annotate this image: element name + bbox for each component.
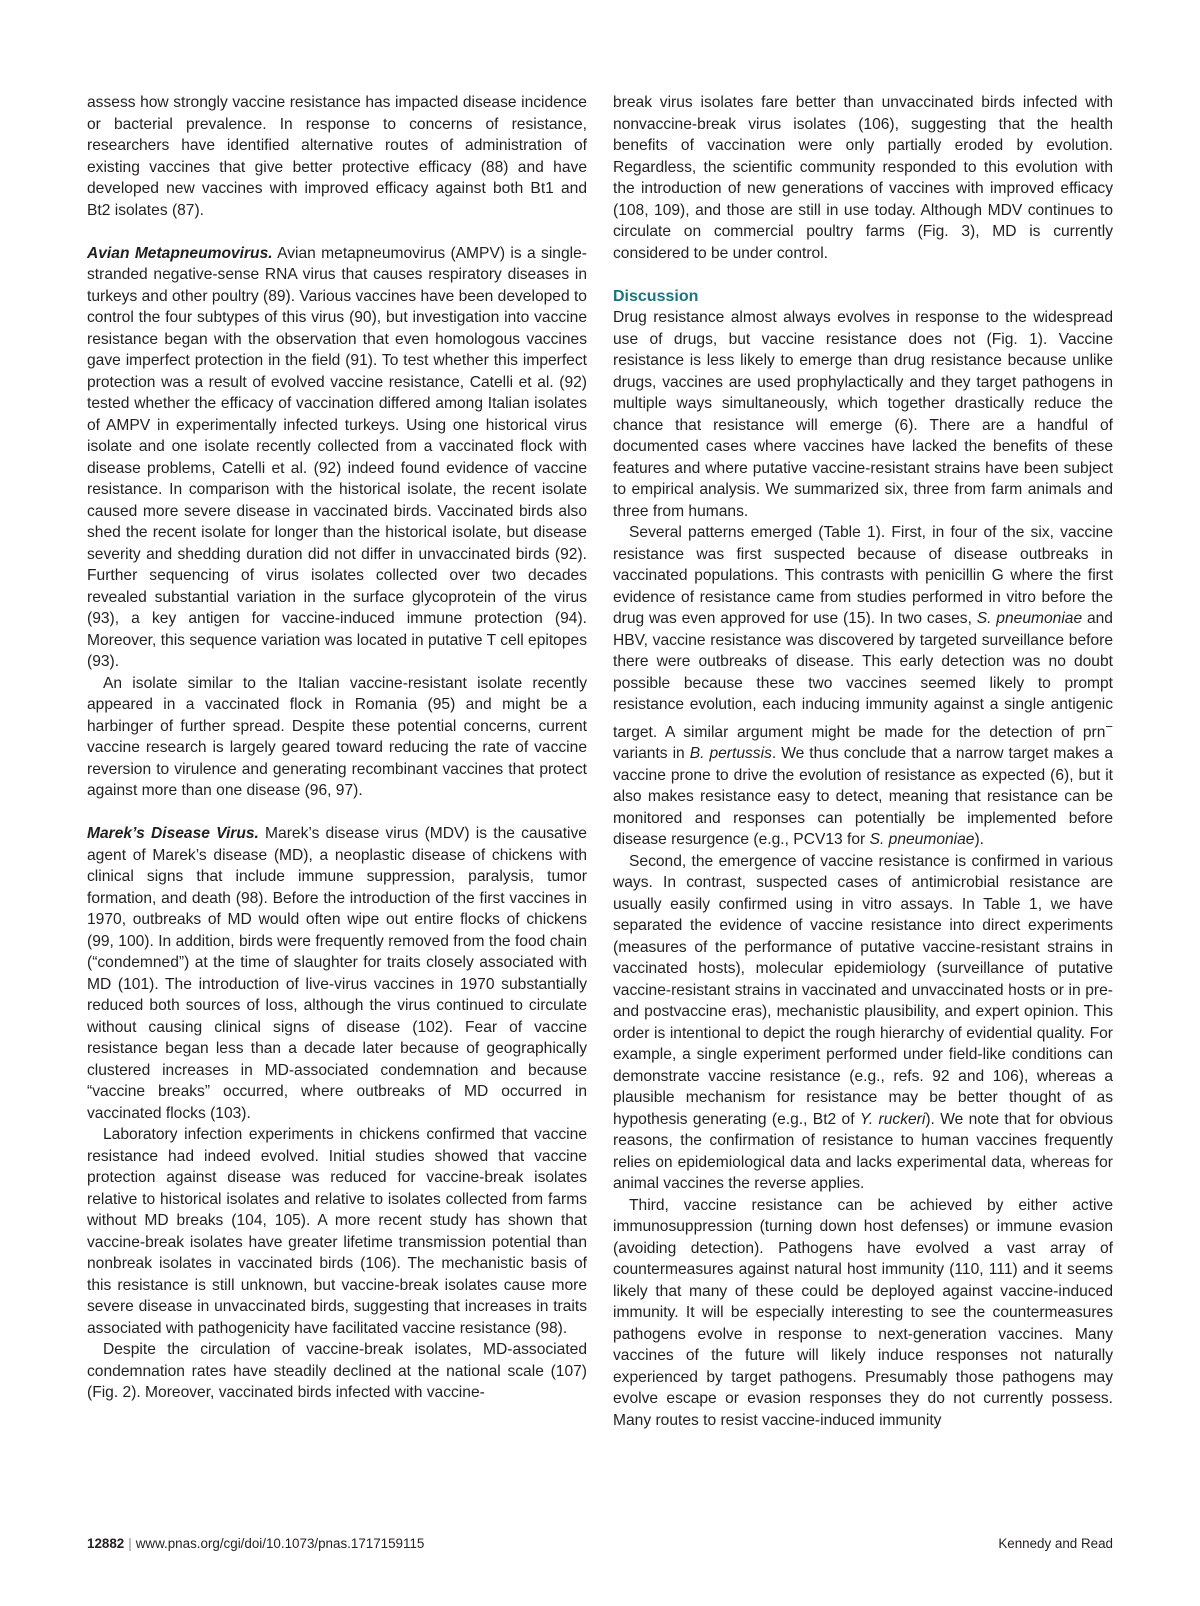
text-run: and HBV, vaccine resistance was discovered by targeted surveillance before there were outbreaks of disease. This early detection was no doubt possible because these two vaccines seemed likely to prompt resistance evolution, each inducing immunity against a single antigenic target. A similar argument might be made for the detection of prn — [613, 610, 1113, 741]
text-run: variants in — [613, 745, 690, 763]
run-in-heading-ampv: Avian Metapneumovirus. — [87, 244, 273, 262]
paragraph-mdv-1-text: Marek’s disease virus (MDV) is the causative agent of Marek’s disease (MD), a neoplastic disease of chickens with clinical signs that include immune suppression, paralysis, tumor formation, and death (98). Before the introduction of the first vaccines in 1970, outbreaks of MD would often wipe out entire flocks of chickens (99, 100). In addition, birds were frequently removed from the food chain (“condemned”) at the time of slaughter for traits closely associated with MD (101). The introduction of live-virus vaccines in 1970 substantially reduced both sources of loss, although the virus continued to circulate without causing clinical signs of disease (102). Fear of vaccine resistance began less than a decade later because of geographically clustered increases in MD-associated condemnation and because “vaccine breaks” occurred, where outbreaks of MD occurred in vaccinated flocks (103). — [87, 825, 587, 1122]
footer-separator: | — [128, 1536, 132, 1551]
paragraph-mdv-3: Despite the circulation of vaccine-break isolates, MD-associated condemnation rates have steadily declined at the national scale (107) (Fig. 2). Moreover, vaccinated birds infected with vaccine- — [87, 1341, 587, 1401]
paragraph-continued: break virus isolates fare better than unvaccinated birds infected with nonvaccine-break virus isolates (106), suggesting that the health benefits of vaccination were only partially eroded by evolution. Regardless, the scientific community responded to this evolution with the introduction of new generations of vaccines with improved efficacy (108, 109), and those are still in use today. Although MDV continues to circulate on commercial poultry farms (Fig. 3), MD is currently considered to be under control. — [613, 94, 1113, 262]
paragraph-discussion-2 — [613, 522, 1113, 851]
paragraph-gap — [613, 264, 1113, 286]
paragraph-discussion-3 — [613, 851, 1113, 1195]
superscript-minus: − — [1105, 718, 1113, 734]
species-name: S. pneumoniae — [976, 610, 1083, 627]
page-number: 12882 — [87, 1536, 125, 1551]
paragraph-mdv-2: Laboratory infection experiments in chickens confirmed that vaccine resistance had indeed evolved. Initial studies showed that vaccine protection against disease was reduced for vaccine-break isolates relative to historical isolates and relative to isolates collected from farms without MD breaks (104, 105). A more recent study has shown that vaccine-break isolates have greater lifetime transmission potential than nonbreak isolates in vaccinated birds (106). The mechanistic basis of this resistance is still unknown, but vaccine-break isolates cause more severe disease in unvaccinated birds, suggesting that increases in traits associated with pathogenicity have facilitated vaccine resistance (98). — [87, 1126, 587, 1337]
paragraph-ampv-1 — [87, 243, 587, 673]
run-in-heading-mdv: Marek’s Disease Virus. — [87, 825, 259, 842]
paragraph-mdv-1 — [87, 823, 587, 1124]
paragraph-ampv-2: An isolate similar to the Italian vaccine-resistant isolate recently appeared in a vaccinated flock in Romania (95) and might be a harbinger of further spread. Despite these potential concerns, current vaccine research is largely geared toward reducing the rate of vaccine reversion to virulence and generating recombinant vaccines that protect against more than one disease (96, 97). — [87, 674, 587, 799]
text-run: Several patterns emerged (Table 1). First, in four of the six, vaccine resistance was first suspected because of disease outbreaks in vaccinated populations. This contrasts with penicillin G where the first evidence of resistance came from studies performed in vitro before the drug was even approved for use (15). In two cases, — [613, 524, 1113, 627]
doi-link[interactable]: www.pnas.org/cgi/doi/10.1073/pnas.1717159115 — [135, 1536, 425, 1551]
species-name: S. pneumoniae — [869, 831, 975, 849]
text-run: ). — [974, 831, 985, 849]
footer-authors: Kennedy and Read — [998, 1536, 1113, 1551]
paragraph-discussion-4: Third, vaccine resistance can be achieved by either active immunosuppression (turning down host defenses) or immune evasion (avoiding detection). Pathogens have evolved a vast array of countermeasures against natural host immunity (110, 111) and it seems likely that many of these could be deployed against vaccine-induced immunity. It will be especially interesting to see the countermeasures pathogens evolve in response to next-generation vaccines. Many vaccines of the future will likely induce responses not naturally experienced by target pathogens. Presumably those pathogens may evolve escape or evasion responses they do not currently possess. Many routes to resist vaccine-induced immunity — [613, 1196, 1113, 1429]
section-heading-discussion: Discussion — [613, 287, 699, 305]
paragraph-discussion-1: Drug resistance almost always evolves in response to the widespread use of drugs, but vaccine resistance does not (Fig. 1). Vaccine resistance is less likely to emerge than drug resistance because unlike drugs, vaccines are used prophylactically and they target pathogens in multiple ways simultaneously, which together drastically reduce the chance that resistance will emerge (6). There are a handful of documented cases where vaccines have lacked the benefits of these features and where putative vaccine-resistant strains have been subject to empirical analysis. We summarized six, three from farm animals and three from humans. — [613, 309, 1113, 520]
paragraph-gap — [87, 802, 587, 824]
paragraph-ampv-1-text: Avian metapneumovirus (AMPV) is a single-stranded negative-sense RNA virus that causes respiratory diseases in turkeys and other poultry (89). Various vaccines have been developed to control the four subtypes of this virus (90), but investigation into vaccine resistance began with the observation that even homologous vaccines gave imperfect protection in the field (91). To test whether this imperfect protection was a result of evolved vaccine resistance, Catelli et al. (92) tested whether the efficacy of vaccination differed among Italian isolates of AMPV in experimentally infected turkeys. Using one historical virus isolate and one isolate recently collected from a vaccinated flock with disease problems, Catelli et al. (92) indeed found evidence of vaccine resistance. In comparison with the historical isolate, the recent isolate caused more severe disease in vaccinated birds. Vaccinated birds also shed the recent isolate for longer than the historical isolate, but disease severity and shedding duration did not differ in unvaccinated birds (92). Further sequencing of virus isolates collected over two decades revealed substantial variation in the surface glycoprotein of the virus (93), a key antigen for vaccine-induced immune protection (94). Moreover, this sequence variation was located in putative T cell epitopes (93). — [87, 244, 587, 670]
footer-left — [87, 1535, 424, 1553]
right-column — [613, 92, 1113, 1431]
paragraph-intro: assess how strongly vaccine resistance has impacted disease incidence or bacterial prevalence. In response to concerns of resistance, researchers have identified alternative routes of administration of existing vaccines that give better protective efficacy (88) and have developed new vaccines with improved efficacy against both Bt1 and Bt2 isolates (87). — [87, 94, 587, 219]
text-run: ). We note that for obvious reasons, the confirmation of resistance to human vaccines frequently relies on epidemiological data and lacks experimental data, whereas for animal vaccines the reverse applies. — [613, 1110, 1113, 1193]
text-run: . We thus conclude that a narrow target makes a vaccine prone to drive the evolution of resistance as expected (6), but it also makes resistance easy to detect, meaning that resistance can be monitored and responses can potentially be implemented before disease resurgence (e.g., PCV13 for — [613, 745, 1114, 849]
text-run: Second, the emergence of vaccine resistance is confirmed in various ways. In contrast, suspected cases of antimicrobial resistance are usually easily confirmed using in vitro assays. In Table 1, we have separated the evidence of vaccine resistance into direct experiments (measures of the performance of putative vaccine-resistant strains in vaccinated hosts), molecular epidemiology (surveillance of putative vaccine-resistant strains in vaccinated and unvaccinated hosts or in pre- and postvaccine eras), mechanistic plausibility, and expert opinion. This order is intentional to depict the rough hierarchy of evidential quality. For example, a single experiment performed under field-like conditions can demonstrate vaccine resistance (e.g., refs. 92 and 106), whereas a plausible mechanism for resistance may be better thought of as hypothesis generating (e.g., Bt2 of — [613, 852, 1113, 1128]
species-name: Y. ruckeri — [859, 1110, 926, 1128]
left-column — [87, 92, 587, 1404]
species-name: B. pertussis — [689, 745, 772, 763]
paragraph-gap — [87, 221, 587, 243]
